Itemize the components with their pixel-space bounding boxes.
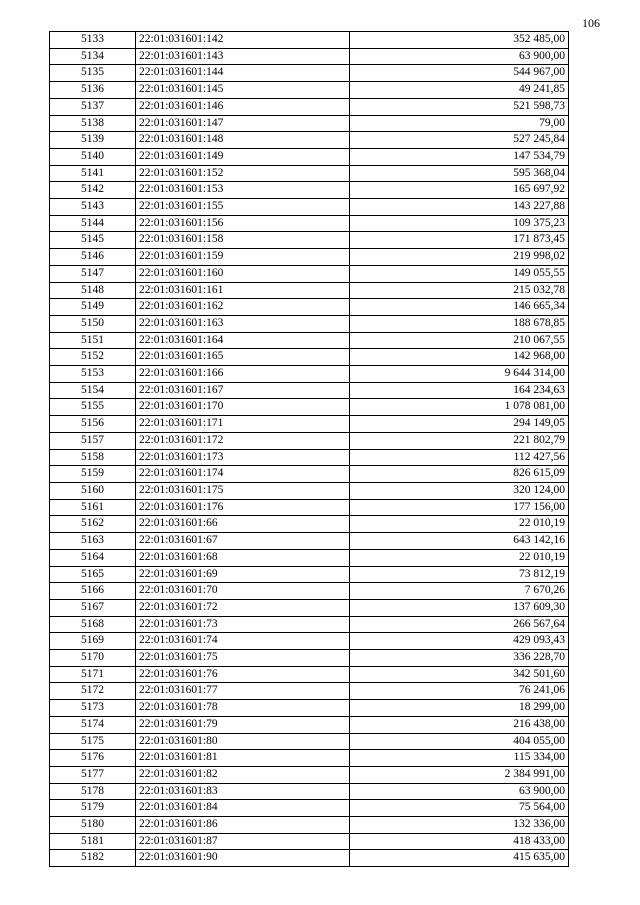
cadastral-number-cell: 22:01:031601:163 bbox=[136, 315, 350, 332]
row-number-cell: 5139 bbox=[50, 132, 136, 149]
cadastral-value-cell: 22 010,19 bbox=[350, 516, 569, 533]
table-row bbox=[50, 299, 569, 316]
row-number-cell: 5137 bbox=[50, 98, 136, 115]
table-row bbox=[50, 449, 569, 466]
table-row bbox=[50, 65, 569, 82]
row-number-cell: 5160 bbox=[50, 482, 136, 499]
cadastral-number-cell: 22:01:031601:83 bbox=[136, 783, 350, 800]
row-number-cell: 5174 bbox=[50, 716, 136, 733]
table-row bbox=[50, 432, 569, 449]
cadastral-value-cell: 188 678,85 bbox=[350, 315, 569, 332]
cadastral-number-cell: 22:01:031601:84 bbox=[136, 800, 350, 817]
cadastral-number-cell: 22:01:031601:77 bbox=[136, 683, 350, 700]
table-row bbox=[50, 349, 569, 366]
table-row bbox=[50, 800, 569, 817]
cadastral-value-cell: 18 299,00 bbox=[350, 700, 569, 717]
cadastral-value-cell: 342 501,60 bbox=[350, 666, 569, 683]
cadastral-value-cell: 352 485,00 bbox=[350, 32, 569, 49]
table-row bbox=[50, 783, 569, 800]
cadastral-number-cell: 22:01:031601:75 bbox=[136, 650, 350, 667]
cadastral-number-cell: 22:01:031601:170 bbox=[136, 399, 350, 416]
table-row bbox=[50, 850, 569, 867]
cadastral-value-cell: 149 055,55 bbox=[350, 265, 569, 282]
row-number-cell: 5168 bbox=[50, 616, 136, 633]
cadastral-number-cell: 22:01:031601:76 bbox=[136, 666, 350, 683]
cadastral-number-cell: 22:01:031601:68 bbox=[136, 549, 350, 566]
table-row bbox=[50, 32, 569, 49]
row-number-cell: 5173 bbox=[50, 700, 136, 717]
cadastral-value-cell: 415 635,00 bbox=[350, 850, 569, 867]
cadastral-number-cell: 22:01:031601:160 bbox=[136, 265, 350, 282]
cadastral-number-cell: 22:01:031601:174 bbox=[136, 466, 350, 483]
row-number-cell: 5155 bbox=[50, 399, 136, 416]
row-number-cell: 5150 bbox=[50, 315, 136, 332]
cadastral-number-cell: 22:01:031601:145 bbox=[136, 82, 350, 99]
cadastral-number-cell: 22:01:031601:146 bbox=[136, 98, 350, 115]
cadastral-value-cell: 210 067,55 bbox=[350, 332, 569, 349]
cadastral-value-cell: 216 438,00 bbox=[350, 716, 569, 733]
row-number-cell: 5153 bbox=[50, 366, 136, 383]
cadastral-value-cell: 595 368,04 bbox=[350, 165, 569, 182]
table-row bbox=[50, 82, 569, 99]
table-row bbox=[50, 633, 569, 650]
row-number-cell: 5147 bbox=[50, 265, 136, 282]
table-row bbox=[50, 833, 569, 850]
row-number-cell: 5164 bbox=[50, 549, 136, 566]
table-row bbox=[50, 132, 569, 149]
table-row bbox=[50, 466, 569, 483]
row-number-cell: 5165 bbox=[50, 566, 136, 583]
row-number-cell: 5182 bbox=[50, 850, 136, 867]
cadastral-value-cell: 112 427,56 bbox=[350, 449, 569, 466]
cadastral-value-cell: 75 564,00 bbox=[350, 800, 569, 817]
table-row bbox=[50, 583, 569, 600]
row-number-cell: 5181 bbox=[50, 833, 136, 850]
cadastral-value-cell: 320 124,00 bbox=[350, 482, 569, 499]
cadastral-value-cell: 215 032,78 bbox=[350, 282, 569, 299]
cadastral-number-cell: 22:01:031601:82 bbox=[136, 766, 350, 783]
table-row bbox=[50, 366, 569, 383]
cadastral-number-cell: 22:01:031601:142 bbox=[136, 32, 350, 49]
table-row bbox=[50, 683, 569, 700]
row-number-cell: 5148 bbox=[50, 282, 136, 299]
table-row bbox=[50, 232, 569, 249]
cadastral-number-cell: 22:01:031601:73 bbox=[136, 616, 350, 633]
cadastral-number-cell: 22:01:031601:158 bbox=[136, 232, 350, 249]
table-row bbox=[50, 499, 569, 516]
cadastral-value-cell: 544 967,00 bbox=[350, 65, 569, 82]
cadastral-number-cell: 22:01:031601:175 bbox=[136, 482, 350, 499]
cadastral-value-cell: 165 697,92 bbox=[350, 182, 569, 199]
table-row bbox=[50, 666, 569, 683]
cadastral-number-cell: 22:01:031601:166 bbox=[136, 366, 350, 383]
cadastral-value-cell: 146 665,34 bbox=[350, 299, 569, 316]
cadastral-number-cell: 22:01:031601:143 bbox=[136, 48, 350, 65]
cadastral-number-cell: 22:01:031601:172 bbox=[136, 432, 350, 449]
cadastral-value-cell: 429 093,43 bbox=[350, 633, 569, 650]
table-row bbox=[50, 48, 569, 65]
table-body bbox=[50, 32, 569, 867]
cadastral-value-cell: 109 375,23 bbox=[350, 215, 569, 232]
cadastral-value-cell: 164 234,63 bbox=[350, 382, 569, 399]
cadastral-value-cell: 137 609,30 bbox=[350, 599, 569, 616]
row-number-cell: 5170 bbox=[50, 650, 136, 667]
row-number-cell: 5149 bbox=[50, 299, 136, 316]
cadastral-value-cell: 527 245,84 bbox=[350, 132, 569, 149]
row-number-cell: 5162 bbox=[50, 516, 136, 533]
row-number-cell: 5157 bbox=[50, 432, 136, 449]
cadastral-number-cell: 22:01:031601:66 bbox=[136, 516, 350, 533]
cadastral-value-cell: 49 241,85 bbox=[350, 82, 569, 99]
cadastral-value-table bbox=[49, 31, 569, 867]
table-row bbox=[50, 332, 569, 349]
cadastral-number-cell: 22:01:031601:147 bbox=[136, 115, 350, 132]
row-number-cell: 5133 bbox=[50, 32, 136, 49]
table-row bbox=[50, 533, 569, 550]
row-number-cell: 5163 bbox=[50, 533, 136, 550]
table-row bbox=[50, 315, 569, 332]
row-number-cell: 5151 bbox=[50, 332, 136, 349]
table-row bbox=[50, 817, 569, 834]
row-number-cell: 5169 bbox=[50, 633, 136, 650]
cadastral-number-cell: 22:01:031601:153 bbox=[136, 182, 350, 199]
cadastral-value-cell: 643 142,16 bbox=[350, 533, 569, 550]
cadastral-number-cell: 22:01:031601:72 bbox=[136, 599, 350, 616]
table-row bbox=[50, 399, 569, 416]
row-number-cell: 5179 bbox=[50, 800, 136, 817]
table-row bbox=[50, 199, 569, 216]
cadastral-number-cell: 22:01:031601:167 bbox=[136, 382, 350, 399]
table-row bbox=[50, 98, 569, 115]
row-number-cell: 5171 bbox=[50, 666, 136, 683]
cadastral-value-cell: 79,00 bbox=[350, 115, 569, 132]
row-number-cell: 5141 bbox=[50, 165, 136, 182]
cadastral-number-cell: 22:01:031601:155 bbox=[136, 199, 350, 216]
cadastral-number-cell: 22:01:031601:164 bbox=[136, 332, 350, 349]
cadastral-value-cell: 22 010,19 bbox=[350, 549, 569, 566]
row-number-cell: 5142 bbox=[50, 182, 136, 199]
row-number-cell: 5146 bbox=[50, 249, 136, 266]
table-row bbox=[50, 700, 569, 717]
row-number-cell: 5178 bbox=[50, 783, 136, 800]
table-row bbox=[50, 733, 569, 750]
table-row bbox=[50, 282, 569, 299]
cadastral-value-cell: 73 812,19 bbox=[350, 566, 569, 583]
table-row bbox=[50, 115, 569, 132]
cadastral-value-cell: 418 433,00 bbox=[350, 833, 569, 850]
cadastral-number-cell: 22:01:031601:161 bbox=[136, 282, 350, 299]
row-number-cell: 5167 bbox=[50, 599, 136, 616]
table-row bbox=[50, 482, 569, 499]
cadastral-number-cell: 22:01:031601:144 bbox=[136, 65, 350, 82]
table-row bbox=[50, 265, 569, 282]
row-number-cell: 5152 bbox=[50, 349, 136, 366]
row-number-cell: 5159 bbox=[50, 466, 136, 483]
cadastral-value-cell: 1 078 081,00 bbox=[350, 399, 569, 416]
cadastral-value-cell: 221 802,79 bbox=[350, 432, 569, 449]
cadastral-number-cell: 22:01:031601:162 bbox=[136, 299, 350, 316]
table-row bbox=[50, 249, 569, 266]
cadastral-value-cell: 171 873,45 bbox=[350, 232, 569, 249]
row-number-cell: 5144 bbox=[50, 215, 136, 232]
cadastral-value-cell: 63 900,00 bbox=[350, 783, 569, 800]
row-number-cell: 5172 bbox=[50, 683, 136, 700]
cadastral-number-cell: 22:01:031601:67 bbox=[136, 533, 350, 550]
row-number-cell: 5176 bbox=[50, 750, 136, 767]
cadastral-number-cell: 22:01:031601:152 bbox=[136, 165, 350, 182]
cadastral-number-cell: 22:01:031601:79 bbox=[136, 716, 350, 733]
row-number-cell: 5138 bbox=[50, 115, 136, 132]
cadastral-value-cell: 336 228,70 bbox=[350, 650, 569, 667]
table-row bbox=[50, 382, 569, 399]
table-row bbox=[50, 165, 569, 182]
table-row bbox=[50, 616, 569, 633]
cadastral-number-cell: 22:01:031601:90 bbox=[136, 850, 350, 867]
row-number-cell: 5143 bbox=[50, 199, 136, 216]
table-row bbox=[50, 750, 569, 767]
table-row bbox=[50, 516, 569, 533]
cadastral-number-cell: 22:01:031601:74 bbox=[136, 633, 350, 650]
table-row bbox=[50, 416, 569, 433]
table-row bbox=[50, 549, 569, 566]
row-number-cell: 5156 bbox=[50, 416, 136, 433]
cadastral-value-cell: 294 149,05 bbox=[350, 416, 569, 433]
row-number-cell: 5175 bbox=[50, 733, 136, 750]
cadastral-number-cell: 22:01:031601:78 bbox=[136, 700, 350, 717]
row-number-cell: 5154 bbox=[50, 382, 136, 399]
table-row bbox=[50, 650, 569, 667]
cadastral-number-cell: 22:01:031601:159 bbox=[136, 249, 350, 266]
cadastral-number-cell: 22:01:031601:165 bbox=[136, 349, 350, 366]
cadastral-number-cell: 22:01:031601:171 bbox=[136, 416, 350, 433]
cadastral-value-cell: 142 968,00 bbox=[350, 349, 569, 366]
cadastral-value-cell: 76 241,06 bbox=[350, 683, 569, 700]
table-row bbox=[50, 182, 569, 199]
cadastral-value-cell: 219 998,02 bbox=[350, 249, 569, 266]
table-row bbox=[50, 566, 569, 583]
page-number: 106 bbox=[582, 16, 600, 30]
cadastral-value-cell: 7 670,26 bbox=[350, 583, 569, 600]
table-row bbox=[50, 215, 569, 232]
row-number-cell: 5166 bbox=[50, 583, 136, 600]
cadastral-value-cell: 9 644 314,00 bbox=[350, 366, 569, 383]
cadastral-value-cell: 826 615,09 bbox=[350, 466, 569, 483]
table-row bbox=[50, 148, 569, 165]
cadastral-number-cell: 22:01:031601:70 bbox=[136, 583, 350, 600]
cadastral-number-cell: 22:01:031601:80 bbox=[136, 733, 350, 750]
cadastral-number-cell: 22:01:031601:173 bbox=[136, 449, 350, 466]
cadastral-number-cell: 22:01:031601:87 bbox=[136, 833, 350, 850]
cadastral-number-cell: 22:01:031601:156 bbox=[136, 215, 350, 232]
cadastral-value-cell: 521 598,73 bbox=[350, 98, 569, 115]
cadastral-value-cell: 2 384 991,00 bbox=[350, 766, 569, 783]
cadastral-value-cell: 63 900,00 bbox=[350, 48, 569, 65]
cadastral-number-cell: 22:01:031601:148 bbox=[136, 132, 350, 149]
cadastral-number-cell: 22:01:031601:69 bbox=[136, 566, 350, 583]
row-number-cell: 5145 bbox=[50, 232, 136, 249]
cadastral-value-cell: 115 334,00 bbox=[350, 750, 569, 767]
row-number-cell: 5177 bbox=[50, 766, 136, 783]
row-number-cell: 5158 bbox=[50, 449, 136, 466]
cadastral-number-cell: 22:01:031601:149 bbox=[136, 148, 350, 165]
row-number-cell: 5161 bbox=[50, 499, 136, 516]
row-number-cell: 5140 bbox=[50, 148, 136, 165]
table-row bbox=[50, 599, 569, 616]
cadastral-value-cell: 132 336,00 bbox=[350, 817, 569, 834]
cadastral-value-cell: 404 055,00 bbox=[350, 733, 569, 750]
cadastral-value-cell: 147 534,79 bbox=[350, 148, 569, 165]
cadastral-number-cell: 22:01:031601:176 bbox=[136, 499, 350, 516]
row-number-cell: 5135 bbox=[50, 65, 136, 82]
cadastral-value-cell: 266 567,64 bbox=[350, 616, 569, 633]
row-number-cell: 5180 bbox=[50, 817, 136, 834]
row-number-cell: 5134 bbox=[50, 48, 136, 65]
cadastral-value-cell: 177 156,00 bbox=[350, 499, 569, 516]
cadastral-number-cell: 22:01:031601:81 bbox=[136, 750, 350, 767]
table-row bbox=[50, 766, 569, 783]
cadastral-number-cell: 22:01:031601:86 bbox=[136, 817, 350, 834]
table-row bbox=[50, 716, 569, 733]
cadastral-value-cell: 143 227,88 bbox=[350, 199, 569, 216]
row-number-cell: 5136 bbox=[50, 82, 136, 99]
